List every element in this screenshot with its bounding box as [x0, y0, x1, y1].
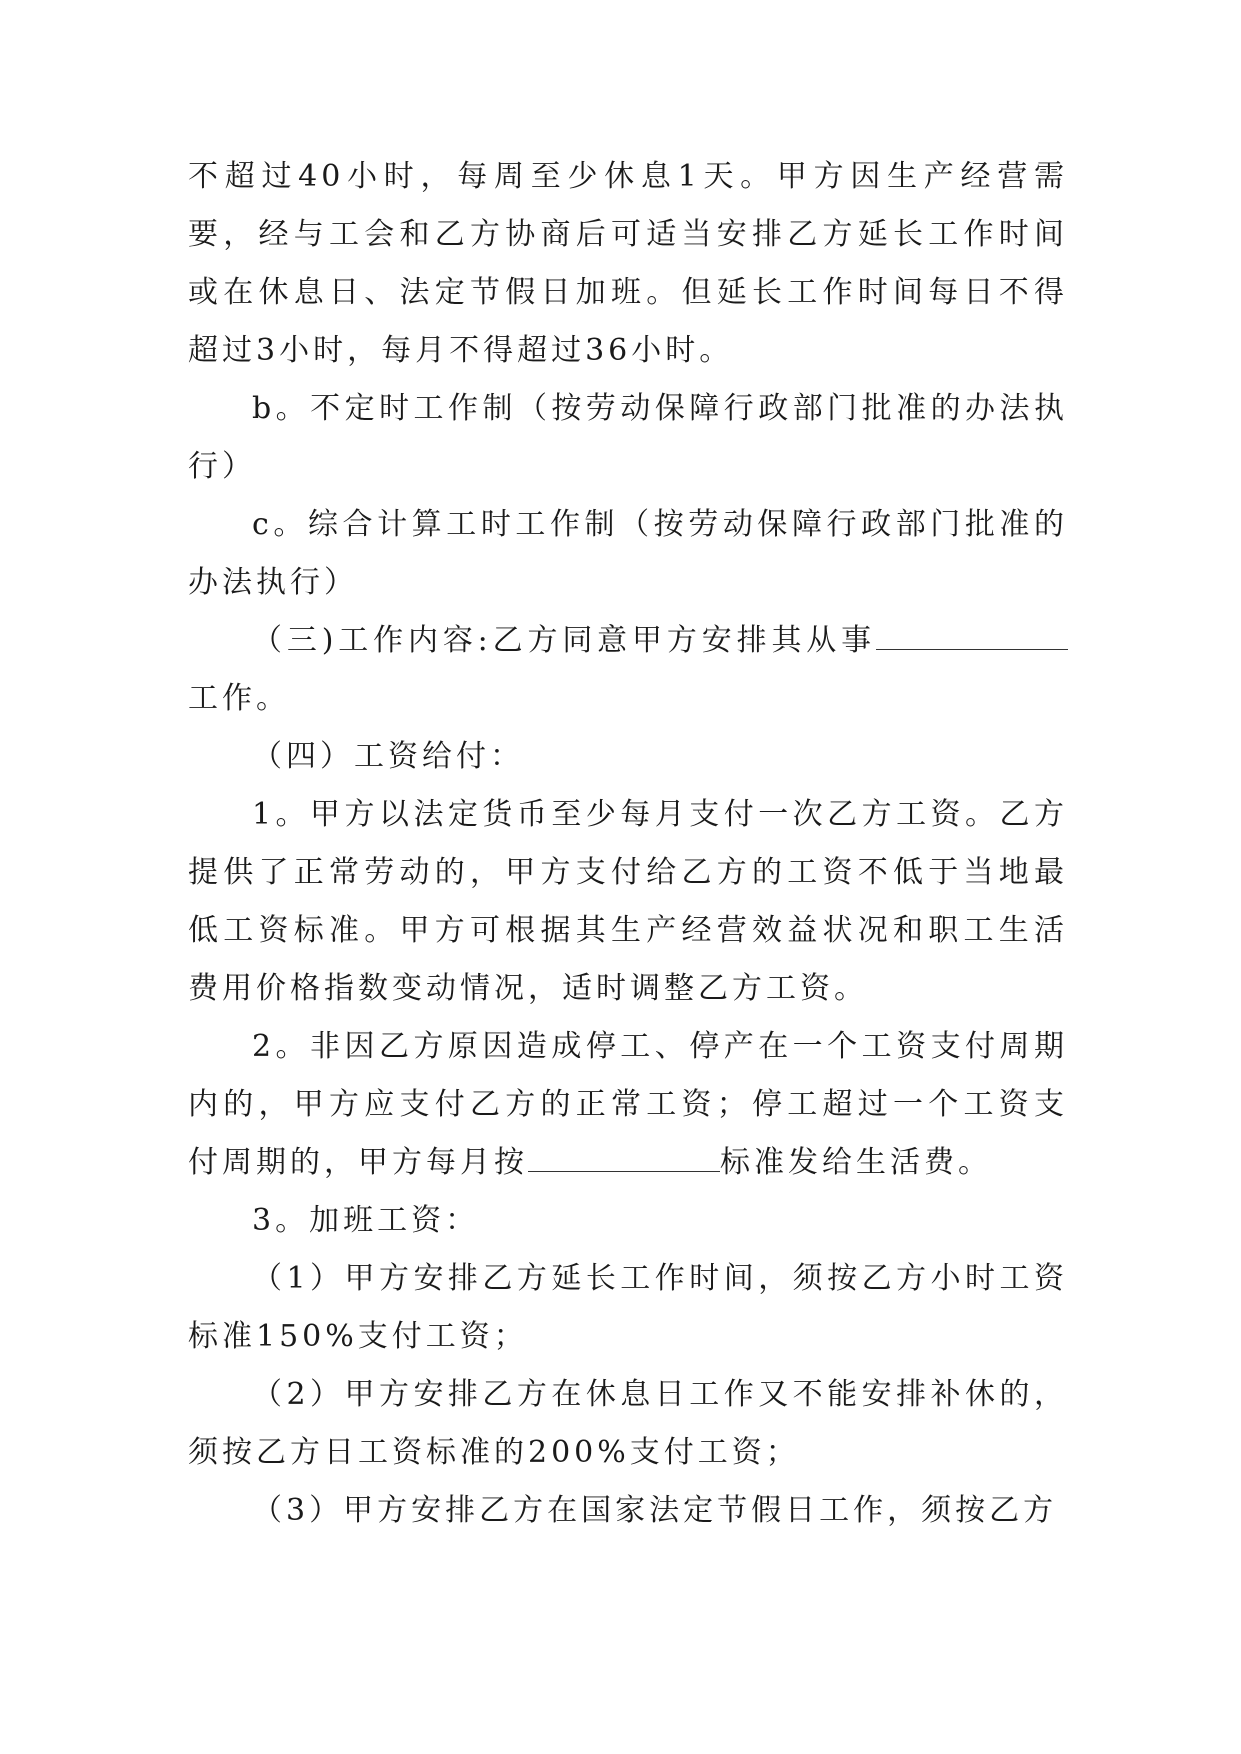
paragraph-text: 3。加班工资： [252, 1203, 480, 1238]
paragraph-text: 标准发给生活费。 [720, 1145, 992, 1180]
paragraph-comprehensive-hours [188, 496, 1068, 612]
paragraph-text: b。不定时工作制（按劳动保障行政部门批准的办法执行） [188, 391, 1068, 484]
document-body [188, 148, 1068, 1540]
paragraph-overtime-item-3 [188, 1482, 1068, 1540]
paragraph-overtime-item-1 [188, 1250, 1068, 1366]
paragraph-text: （3）甲方安排乙方在国家法定节假日工作，须按乙方 [252, 1493, 1058, 1528]
paragraph-text: （三)工作内容:乙方同意甲方安排其从事 [252, 623, 876, 658]
paragraph-text: c。综合计算工时工作制（按劳动保障行政部门批准的办法执行） [188, 507, 1068, 600]
paragraph-overtime-heading [188, 1192, 1068, 1250]
paragraph-overtime-item-2 [188, 1366, 1068, 1482]
paragraph-flexible-hours [188, 380, 1068, 496]
section-heading-wage-payment [188, 728, 1068, 786]
paragraph-text: （四）工资给付： [252, 739, 524, 774]
paragraph-text: 不超过40小时，每周至少休息1天。甲方因生产经营需要，经与工会和乙方协商后可适当安排乙方延长工作时间或在休息日、法定节假日加班。但延长工作时间每日不得超过3小时，每月不得超过36小时。 [188, 159, 1068, 368]
paragraph-text: 1。甲方以法定货币至少每月支付一次乙方工资。乙方提供了正常劳动的，甲方支付给乙方的工资不低于当地最低工资标准。甲方可根据其生产经营效益状况和职工生活费用价格指数变动情况，适时调整乙方工资。 [188, 797, 1068, 1006]
paragraph-text: 工作。 [188, 681, 290, 716]
paragraph-work-content [188, 612, 1068, 728]
fill-in-blank [528, 1143, 720, 1172]
paragraph-text: 2。非因乙方原因造成停工、停产在一个工资支付周期内的，甲方应支付乙方的正常工资；停工超过一个工资支付周期的，甲方每月按 [188, 1029, 1068, 1180]
paragraph-text: （2）甲方安排乙方在休息日工作又不能安排补休的，须按乙方日工资标准的200%支付工资； [188, 1377, 1068, 1470]
paragraph-wage-item-2 [188, 1018, 1068, 1192]
paragraph-wage-item-1 [188, 786, 1068, 1018]
paragraph-working-hours [188, 148, 1068, 380]
fill-in-blank [876, 621, 1068, 650]
paragraph-text: （1）甲方安排乙方延长工作时间，须按乙方小时工资标准150%支付工资； [188, 1261, 1068, 1354]
